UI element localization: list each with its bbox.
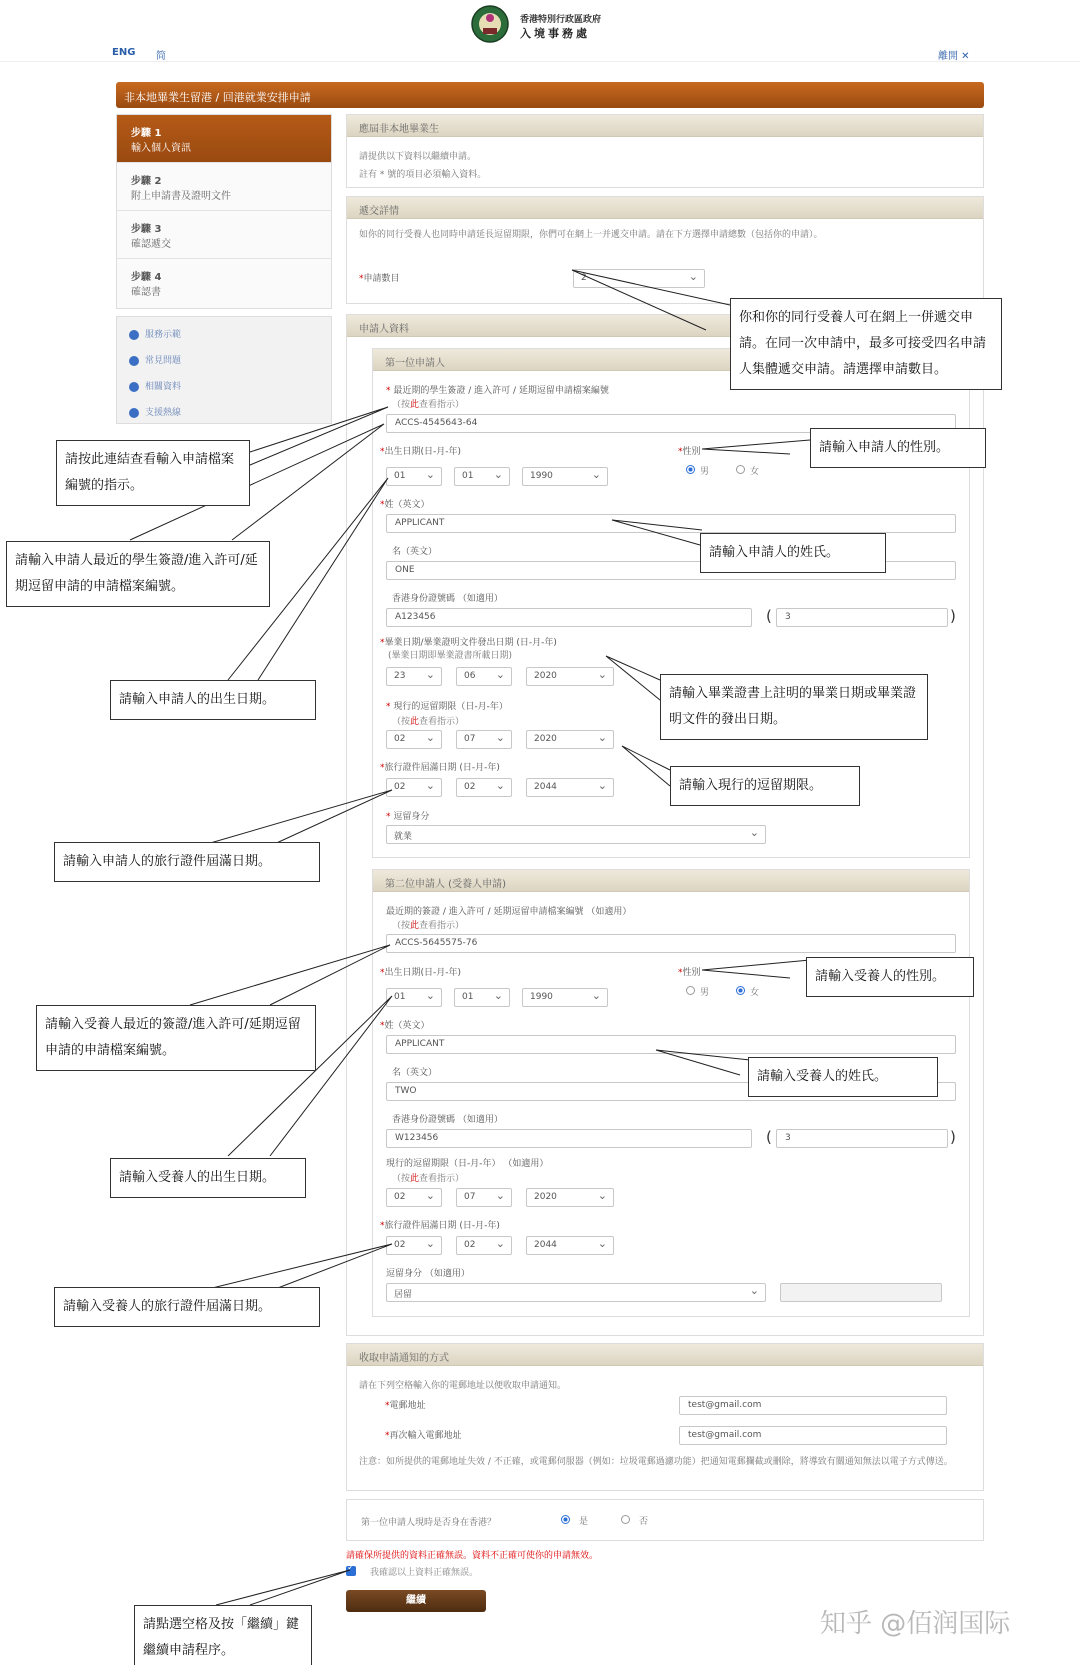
travel-day-select[interactable]: 02 ⌄ [386, 1236, 442, 1255]
step-2 [117, 163, 331, 211]
step-number: 步驟 3 [131, 224, 162, 235]
watermark-text: 知乎 @佰润国际 [820, 1609, 1011, 1639]
in-hk-no-label: 否 [639, 1517, 649, 1527]
status-label: 逗留身分 （如適用） [386, 1269, 470, 1279]
stay-day-select[interactable]: 02 ⌄ [386, 1188, 442, 1207]
grad-date-sub: (畢業日期即畢業證書所載日期) [388, 651, 513, 661]
email-confirm-label: *再次輸入電郵地址 [385, 1431, 462, 1441]
step-number: 步驟 1 [131, 128, 162, 139]
callout-surname-2: 請輸入受養人的姓氏。 [748, 1057, 938, 1097]
ref-hint-link[interactable]: 此 [410, 400, 420, 410]
panel-notification [346, 1343, 984, 1491]
gender-label: *性別 [678, 447, 701, 457]
panel-title: 第二位申請人 (受養人申請) [385, 879, 506, 890]
intro-text: 請提供以下資料以繼續申請。 [359, 152, 477, 162]
hkid-check-digit-input[interactable]: 3 [776, 608, 948, 627]
travel-year-select[interactable]: 2044 ⌄ [526, 1236, 614, 1255]
link-related-info[interactable] [129, 379, 181, 392]
callout-graduation-date: 請輸入畢業證書上註明的畢業日期或畢業證明文件的發出日期。 [660, 674, 928, 740]
step-label: 確認遞交 [131, 239, 171, 250]
immd-logo-icon [470, 4, 510, 44]
link-label: 支援熱線 [145, 408, 182, 418]
callout-gender-1: 請輸入申請人的性別。 [810, 428, 986, 468]
steps-sidebar [116, 114, 332, 309]
panel-title: 申請人資料 [359, 324, 409, 335]
link-label: 相關資料 [145, 382, 182, 392]
notify-note: 注意：如所提供的電郵地址失效 / 不正確，或電郵伺服器（例如：垃圾電郵過濾功能）把通知電郵攔截或刪除，將導致有關通知無法以電子方式傳送。 [359, 1457, 953, 1467]
panel-in-hk [346, 1499, 984, 1541]
hkid-check-digit-input[interactable]: 3 [776, 1129, 948, 1148]
grad-date-label: *畢業日期/畢業證明文件發出日期 (日-月-年) [380, 638, 557, 648]
callout-application-count: 你和你的同行受養人可在網上一併遞交申請。在同一次申請中，最多可接受四名申請人集體遞交申請。請選擇申請數目。 [730, 298, 1002, 390]
travel-month-select[interactable]: 02 ⌄ [456, 1236, 512, 1255]
panel-submission [346, 196, 984, 304]
panel-head [373, 870, 969, 892]
gender-female-label: 女 [750, 467, 760, 477]
in-hk-question: 第一位申請人現時是否身在香港？ [361, 1518, 497, 1528]
panel-head [347, 197, 983, 219]
close-paren: ) [950, 607, 956, 625]
dob-label: *出生日期(日-月-年) [380, 447, 462, 457]
stay-year-select[interactable]: 2020 ⌄ [526, 1188, 614, 1207]
status-select[interactable]: 居留 ⌄ [386, 1283, 766, 1302]
ref-label: 最近期的簽證 / 進入許可 / 延期逗留申請檔案編號 （如適用） [386, 907, 632, 917]
step-number: 步驟 4 [131, 272, 162, 283]
count-label: *申請數目 [359, 274, 400, 284]
stay-hint-link[interactable]: 此 [410, 1174, 420, 1184]
in-hk-yes-radio[interactable] [561, 1515, 570, 1524]
surname-label: *姓（英文） [380, 500, 430, 510]
callout-travel-expiry-1: 請輸入申請人的旅行證件屆滿日期。 [54, 842, 320, 882]
surname-input[interactable]: APPLICANT [386, 514, 956, 533]
dob-month-select[interactable]: 01 ⌄ [454, 467, 510, 486]
stay-year-select[interactable]: 2020 ⌄ [526, 730, 614, 749]
hkid-input[interactable]: W123456 [386, 1129, 752, 1148]
confirm-label: 我確認以上資料正確無誤。 [370, 1568, 479, 1578]
travel-expiry-label: *旅行證件屆滿日期 (日-月-年) [380, 763, 500, 773]
dob-label: *出生日期(日-月-年) [380, 968, 462, 978]
panel-title: 應屆非本地畢業生 [359, 124, 439, 135]
callout-stay-limit: 請輸入現行的逗留期限。 [670, 766, 860, 806]
bullet-icon [129, 356, 139, 366]
ref-number-input[interactable]: ACCS-4545643-64 [386, 414, 956, 433]
gender-male-radio[interactable] [686, 465, 695, 474]
stay-limit-label: * 現行的逗留期限（日-月-年） [386, 702, 508, 712]
given-name-input[interactable]: ONE [386, 561, 956, 580]
exit-link[interactable]: 離開 ✕ [938, 51, 970, 62]
dob-month-select[interactable]: 01 ⌄ [454, 988, 510, 1007]
dob-day-select[interactable]: 01 ⌄ [386, 988, 442, 1007]
travel-year-select[interactable]: 2044 ⌄ [526, 778, 614, 797]
hkid-label: 香港身份證號碼 （如適用） [392, 1115, 503, 1125]
help-links [116, 316, 332, 424]
dept-name-line2: 入境事務處 [520, 27, 590, 40]
ref-hint: （按此查看指示） [392, 400, 465, 410]
dob-year-select[interactable]: 1990 ⌄ [522, 467, 608, 486]
gender-label: *性別 [678, 968, 701, 978]
link-label: 常見問題 [145, 356, 182, 366]
ref-hint: （按此查看指示） [392, 921, 465, 931]
application-count-select[interactable]: 2 ⌄ [573, 269, 705, 288]
step-label: 確認書 [131, 287, 161, 298]
given-name-input[interactable]: TWO [386, 1082, 956, 1101]
lang-sc-link[interactable]: 简 [156, 51, 166, 62]
panel-fresh-graduate [346, 114, 984, 188]
hkid-input[interactable]: A123456 [386, 608, 752, 627]
link-support-hotline[interactable] [129, 405, 181, 418]
notify-desc: 請在下列空格輸入你的電郵地址以便收取申請通知。 [359, 1381, 567, 1391]
email-confirm-input[interactable]: test@gmail.com [679, 1426, 947, 1445]
dob-day-select[interactable]: 01 ⌄ [386, 467, 442, 486]
in-hk-no-radio[interactable] [621, 1515, 630, 1524]
status-select[interactable]: 就業 ⌄ [386, 825, 766, 844]
status-extra-field[interactable] [780, 1283, 942, 1302]
dob-year-select[interactable]: 1990 ⌄ [522, 988, 608, 1007]
step-number: 步驟 2 [131, 176, 162, 187]
panel-title: 收取申請通知的方式 [359, 1353, 449, 1364]
link-label: 服務示範 [145, 330, 182, 340]
accuracy-warning: 請確保所提供的資料正確無誤。資料不正確可使你的申請無效。 [346, 1551, 599, 1561]
callout-link-hint: 請按此連結查看輸入申請檔案編號的指示。 [56, 440, 250, 506]
stay-hint: （按此查看指示） [392, 1174, 465, 1184]
close-paren: ) [950, 1128, 956, 1146]
travel-day-select[interactable]: 02 ⌄ [386, 778, 442, 797]
gender-male-radio[interactable] [686, 986, 695, 995]
panel-head [347, 1344, 983, 1366]
gender-female-radio[interactable] [736, 986, 745, 995]
ref-number-input[interactable]: ACCS-5645575-76 [386, 934, 956, 953]
given-name-label: 名（英文） [392, 547, 438, 557]
stay-hint-link[interactable]: 此 [410, 717, 420, 727]
grad-year-select[interactable]: 2020 ⌄ [526, 667, 614, 686]
callout-ref-number-1: 請輸入申請人最近的學生簽證/進入許可/延期逗留申請的申請檔案編號。 [6, 541, 270, 607]
stay-limit-label: 現行的逗留期限（日-月-年） （如適用） [386, 1159, 549, 1169]
hkid-label: 香港身份證號碼 （如適用） [392, 594, 503, 604]
callout-ref-number-2: 請輸入受養人最近的簽證/進入許可/延期逗留申請的申請檔案編號。 [36, 1005, 316, 1071]
panel-title: 遞交詳情 [359, 206, 399, 217]
continue-button[interactable]: 繼續 [346, 1590, 486, 1612]
bullet-icon [129, 408, 139, 418]
step-label: 輸入個人資訊 [131, 143, 191, 154]
confirm-checkbox[interactable] [346, 1566, 356, 1576]
stay-hint: （按此查看指示） [392, 717, 465, 727]
gender-female-label: 女 [750, 988, 760, 998]
open-paren: ( [766, 607, 772, 625]
stay-day-select[interactable]: 02 ⌄ [386, 730, 442, 749]
link-service-demo[interactable] [129, 327, 181, 340]
in-hk-yes-label: 是 [579, 1517, 589, 1527]
callout-gender-2: 請輸入受養人的性別。 [806, 957, 974, 997]
surname-label: *姓（英文） [380, 1021, 430, 1031]
page-title: 非本地畢業生留港 / 回港就業安排申請 [124, 91, 311, 104]
status-label: * 逗留身分 [386, 812, 430, 822]
step-1 [117, 115, 331, 163]
grad-day-select[interactable]: 23 ⌄ [386, 667, 442, 686]
dept-name-line1: 香港特別行政區政府 [520, 15, 602, 25]
step-4 [117, 259, 331, 307]
ref-label: * 最近期的學生簽證 / 進入許可 / 延期逗留申請檔案編號 [386, 386, 609, 396]
gender-female-radio[interactable] [736, 465, 745, 474]
stay-month-select[interactable]: 07 ⌄ [456, 1188, 512, 1207]
required-note: 註有 * 號的項目必須輸入資料。 [359, 170, 487, 180]
lang-eng-link[interactable]: ENG [112, 47, 136, 58]
callout-dob-1: 請輸入申請人的出生日期。 [110, 680, 316, 720]
ref-hint-link[interactable]: 此 [410, 921, 420, 931]
travel-expiry-label: *旅行證件屆滿日期 (日-月-年) [380, 1221, 500, 1231]
grad-month-select[interactable]: 06 ⌄ [456, 667, 512, 686]
callout-dob-2: 請輸入受養人的出生日期。 [110, 1158, 306, 1198]
email-input[interactable]: test@gmail.com [679, 1396, 947, 1415]
link-faq[interactable] [129, 353, 181, 366]
stay-month-select[interactable]: 07 ⌄ [456, 730, 512, 749]
gender-male-label: 男 [700, 467, 710, 477]
given-name-label: 名（英文） [392, 1068, 438, 1078]
step-label: 附上申請書及證明文件 [131, 191, 231, 202]
bullet-icon [129, 330, 139, 340]
panel-title: 第一位申請人 [385, 358, 445, 369]
step-3 [117, 211, 331, 259]
email-label: *電郵地址 [385, 1401, 426, 1411]
gender-male-label: 男 [700, 988, 710, 998]
submission-desc: 如你的同行受養人也同時申請延長逗留期限，你們可在網上一并遞交申請。請在下方選擇申請總數（包括你的申請）。 [359, 230, 823, 240]
bullet-icon [129, 382, 139, 392]
open-paren: ( [766, 1128, 772, 1146]
callout-surname-1: 請輸入申請人的姓氏。 [700, 533, 886, 573]
panel-head [347, 115, 983, 137]
callout-travel-expiry-2: 請輸入受養人的旅行證件屆滿日期。 [54, 1287, 320, 1327]
callout-continue: 請點選空格及按「繼續」鍵繼續申請程序。 [134, 1605, 312, 1665]
surname-input[interactable]: APPLICANT [386, 1035, 956, 1054]
travel-month-select[interactable]: 02 ⌄ [456, 778, 512, 797]
